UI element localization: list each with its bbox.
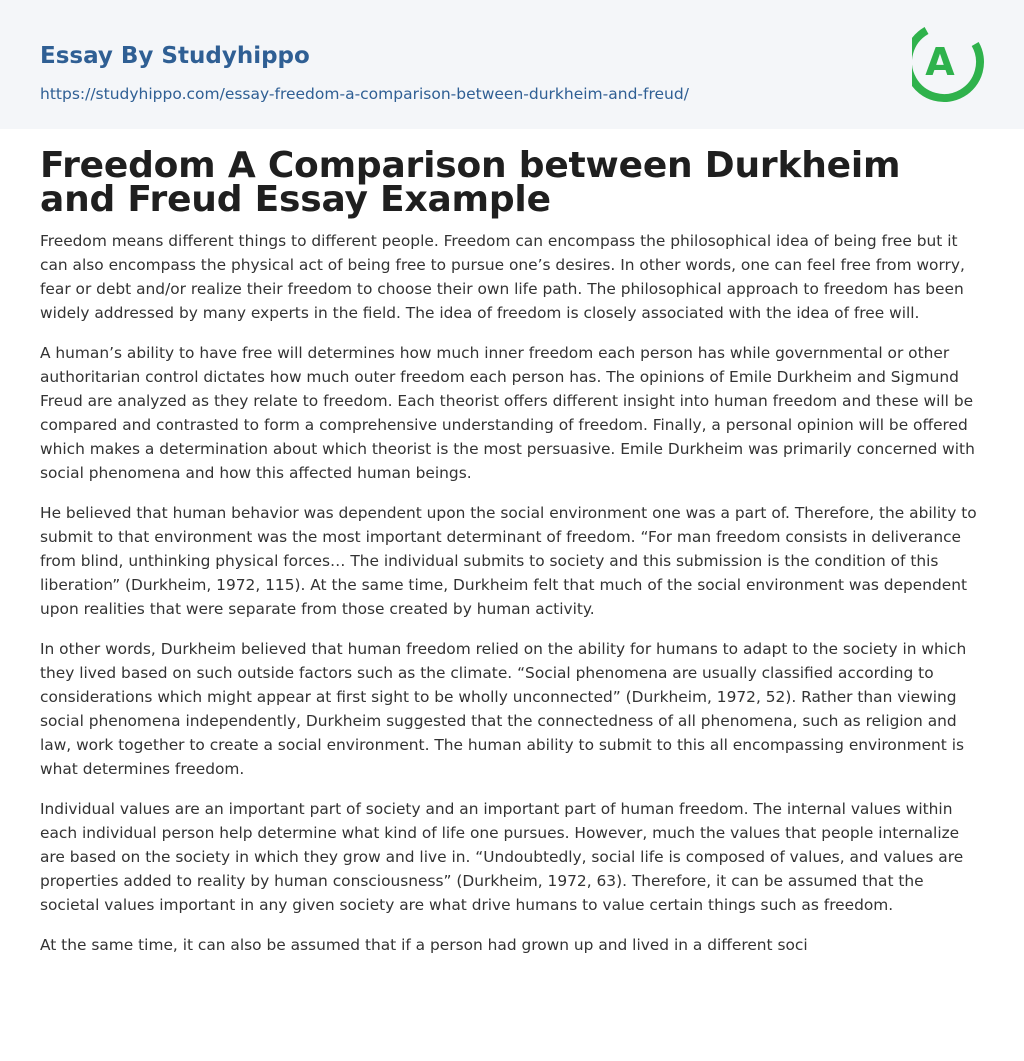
article-paragraph: In other words, Durkheim believed that human freedom relied on the ability for humans to adapt to the society in which they lived based on such outside factors such as the climate. “Social phenomena are usually classified according to considerations which might appear at first sight to be wholly unconnected” (Durkheim, 1972, 52). Rather than viewing social phenomena independently, Durkheim suggested that the connectedness of all phenomena, such as religion and law, work together to create a social environment. The human ability to submit to this all encompassing environment is what determines freedom. <box>40 640 967 778</box>
site-header <box>0 0 1024 129</box>
source-url-link[interactable]: https://studyhippo.com/essay-freedom-a-comparison-between-durkheim-and-freud/ <box>40 85 689 103</box>
studyhippo-logo-icon[interactable] <box>912 19 986 105</box>
article-paragraph: He believed that human behavior was dependent upon the social environment one was a part of. Therefore, the ability to submit to that environment was the most important determinant of freedom. “For man freedom consists in deliverance from blind, unthinking physical forces… The individual submits to society and this submission is the condition of this liberation” (Durkheim, 1972, 115). At the same time, Durkheim felt that much of the social environment was dependent upon realities that were separate from those created by human activity. <box>40 504 977 618</box>
logo-letter: A <box>925 40 955 84</box>
page-title: Freedom A Comparison between Durkheim and Freud Essay Example <box>40 145 901 220</box>
article-paragraph: Individual values are an important part of society and an important part of human freedom. The internal values within each individual person help determine what kind of life one pursues. However, much the values that people internalize are based on the society in which they grow and live in. “Undoubtedly, social life is composed of values, and values are properties added to reality by human consciousness” (Durkheim, 1972, 63). Therefore, it can be assumed that the societal values important in any given society are what drive humans to value certain things such as freedom. <box>40 800 964 914</box>
article-paragraph: Freedom means different things to different people. Freedom can encompass the philosophical idea of being free but it can also encompass the physical act of being free to pursue one’s desires. In other words, one can feel free from worry, fear or debt and/or realize their freedom to choose their own life path. The philosophical approach to freedom has been widely addressed by many experts in the field. The idea of freedom is closely associated with the idea of free will. <box>40 232 965 322</box>
brand-title[interactable]: Essay By Studyhippo <box>40 43 310 69</box>
article <box>0 145 1024 957</box>
article-paragraph: At the same time, it can also be assumed that if a person had grown up and lived in a different soci <box>40 936 808 954</box>
article-paragraph: A human’s ability to have free will determines how much inner freedom each person has while governmental or other authoritarian control dictates how much outer freedom each person has. The opinions of Emile Durkheim and Sigmund Freud are analyzed as they relate to freedom. Each theorist offers different insight into human freedom and these will be compared and contrasted to form a comprehensive understanding of freedom. Finally, a personal opinion will be offered which makes a determination about which theorist is the most persuasive. Emile Durkheim was primarily concerned with social phenomena and how this affected human beings. <box>40 344 975 482</box>
